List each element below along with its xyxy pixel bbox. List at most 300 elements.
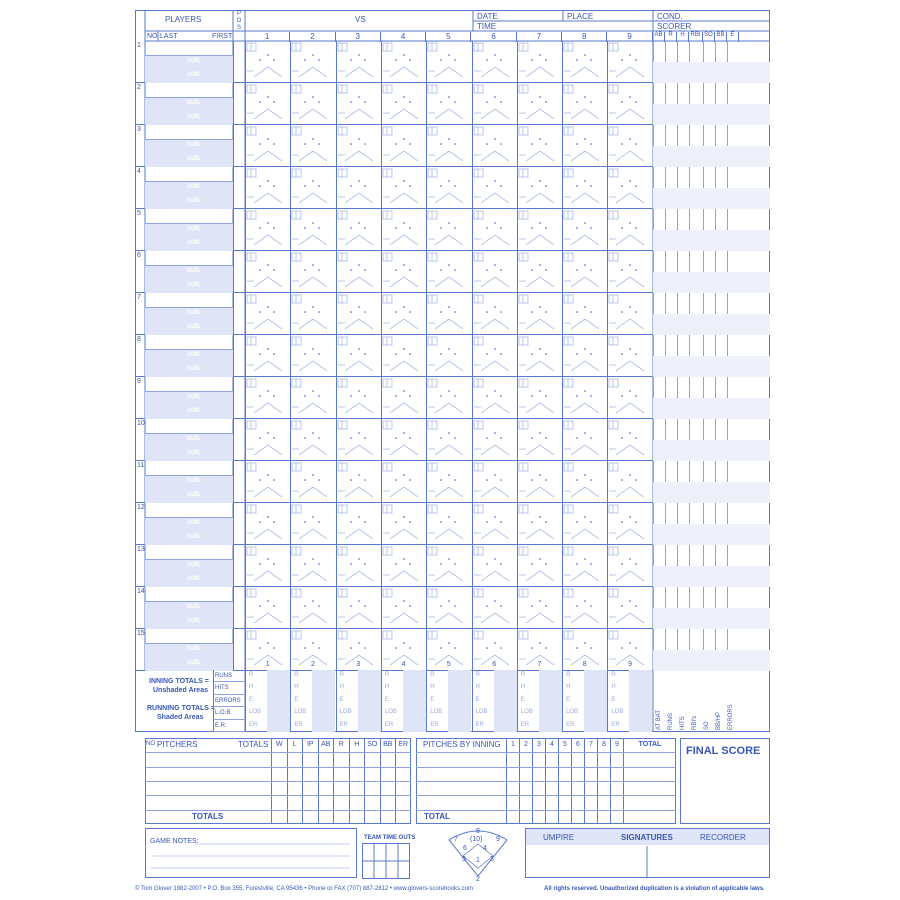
stat-shade bbox=[653, 104, 770, 125]
inning-box bbox=[381, 41, 426, 83]
team-time-outs-label: TEAM TIME OUTS bbox=[364, 835, 416, 841]
diamond-number: 1 bbox=[476, 857, 480, 864]
totals-cell-label: ER bbox=[430, 721, 439, 728]
inning-box bbox=[245, 83, 290, 125]
stat-shade bbox=[653, 440, 770, 461]
stat-shade bbox=[653, 356, 770, 377]
totals-cell-label: R bbox=[566, 672, 571, 678]
pitcher-row-line bbox=[145, 795, 411, 796]
stat-shade bbox=[653, 188, 770, 209]
stat-header: R bbox=[665, 32, 677, 42]
pitcher-stat-col: H bbox=[349, 738, 365, 824]
inning-box bbox=[290, 545, 335, 587]
place-header: PLACE bbox=[567, 12, 594, 21]
row-number: 10 bbox=[137, 420, 145, 427]
inning-header: 9 bbox=[607, 32, 652, 42]
inning-box bbox=[245, 377, 290, 419]
inning-box bbox=[562, 377, 607, 419]
totals-cell-label: ER bbox=[611, 721, 620, 728]
recorder-label: RECORDER bbox=[700, 833, 746, 842]
totals-cell-label: E bbox=[384, 696, 389, 703]
inning-box bbox=[607, 503, 652, 545]
inning-box bbox=[607, 209, 652, 251]
inning-box bbox=[336, 377, 381, 419]
inning-box bbox=[562, 209, 607, 251]
inning-box bbox=[562, 41, 607, 83]
inning-box bbox=[426, 125, 471, 167]
totals-cell-label: E bbox=[339, 696, 344, 703]
player-row bbox=[135, 335, 770, 377]
inning-header: 5 bbox=[426, 32, 471, 42]
inning-box bbox=[562, 251, 607, 293]
totals-row-label: RUNS bbox=[213, 670, 245, 682]
stat-shade bbox=[653, 398, 770, 419]
inning-box bbox=[426, 377, 471, 419]
inning-box bbox=[290, 251, 335, 293]
inning-box bbox=[336, 251, 381, 293]
pos-cell bbox=[233, 167, 245, 209]
pos-cell bbox=[233, 503, 245, 545]
pos-cell bbox=[233, 209, 245, 251]
inning-header: 7 bbox=[517, 32, 562, 42]
inning-box bbox=[517, 461, 562, 503]
inning-box bbox=[472, 41, 517, 83]
totals-inning-number: 1 bbox=[265, 661, 270, 668]
stat-shade bbox=[653, 524, 770, 545]
totals-cell-label: R bbox=[430, 672, 435, 678]
inning-box bbox=[517, 503, 562, 545]
pitcher-stat-col: AB bbox=[318, 738, 334, 824]
inning-box bbox=[517, 167, 562, 209]
inning-box bbox=[562, 83, 607, 125]
inning-box bbox=[381, 251, 426, 293]
inning-box bbox=[607, 167, 652, 209]
running-totals-title: RUNNING TOTALS = bbox=[147, 705, 215, 712]
inning-box bbox=[472, 293, 517, 335]
inning-box bbox=[517, 83, 562, 125]
pos-cell bbox=[233, 293, 245, 335]
totals-cell-label: LOB bbox=[475, 709, 488, 716]
totals-vertical-label: ERRORS bbox=[728, 704, 734, 730]
inning-box bbox=[290, 167, 335, 209]
player-row bbox=[135, 83, 770, 125]
row-number: 9 bbox=[137, 378, 141, 385]
inning-box bbox=[336, 293, 381, 335]
inning-box bbox=[562, 419, 607, 461]
inning-box bbox=[472, 335, 517, 377]
inning-box bbox=[290, 335, 335, 377]
diamond-number: 2 bbox=[476, 876, 480, 883]
inning-box bbox=[336, 125, 381, 167]
running-total-shade bbox=[629, 670, 652, 732]
signatures-label: SIGNATURES bbox=[621, 833, 673, 842]
player-row bbox=[135, 419, 770, 461]
totals-row-label: ERRORS bbox=[213, 695, 245, 707]
running-total-shade bbox=[494, 670, 517, 732]
inning-box bbox=[607, 419, 652, 461]
sub-label: SUB bbox=[187, 226, 200, 232]
pitcher-stat-col: ER bbox=[395, 738, 411, 824]
totals-cell-label: H bbox=[294, 684, 299, 691]
pitcher-stat-col: IP bbox=[302, 738, 318, 824]
totals-cell-label: H bbox=[430, 684, 435, 691]
inning-box bbox=[607, 125, 652, 167]
diamond-number: 5 bbox=[462, 856, 466, 863]
inning-box bbox=[562, 293, 607, 335]
pitches-inning-col: 6 bbox=[571, 738, 584, 824]
inning-header: 6 bbox=[472, 32, 517, 42]
totals-cell-label: R bbox=[249, 672, 254, 678]
sub-label: SUB bbox=[187, 114, 200, 120]
pos-cell bbox=[233, 377, 245, 419]
sub-label: SUB bbox=[187, 478, 200, 484]
inning-box bbox=[245, 419, 290, 461]
inning-box bbox=[517, 209, 562, 251]
pitches-by-inning-title: PITCHES BY INNING bbox=[423, 740, 501, 749]
totals-row-label: E.R. bbox=[213, 720, 245, 732]
inning-box bbox=[562, 167, 607, 209]
totals-cell-label: E bbox=[249, 696, 254, 703]
diamond-number: 4 bbox=[483, 845, 487, 852]
inning-header: 1 bbox=[245, 32, 290, 42]
stat-shade bbox=[653, 314, 770, 335]
totals-cell-label: LOB bbox=[249, 709, 262, 716]
inning-box bbox=[562, 545, 607, 587]
diamond-number: 8 bbox=[476, 828, 480, 835]
diamond-number: (10) bbox=[470, 836, 483, 843]
inning-box bbox=[426, 167, 471, 209]
totals-inning-number: 3 bbox=[356, 661, 361, 668]
diamond-number: 3 bbox=[490, 856, 494, 863]
pitcher-row-line bbox=[145, 810, 411, 811]
inning-header: 8 bbox=[562, 32, 607, 42]
pos-cell bbox=[233, 629, 245, 671]
pos-header: P O S bbox=[236, 11, 242, 31]
stat-shade bbox=[653, 482, 770, 503]
inning-box bbox=[607, 461, 652, 503]
sub-label: SUB bbox=[187, 268, 200, 274]
row-number: 13 bbox=[137, 546, 145, 553]
diamond-number: 6 bbox=[463, 845, 467, 852]
totals-cell-label: H bbox=[249, 684, 254, 691]
running-total-shade bbox=[267, 670, 290, 732]
diamond-number: 7 bbox=[454, 836, 458, 843]
date-header: DATE bbox=[477, 12, 498, 21]
player-row bbox=[135, 293, 770, 335]
sub-label: SUB bbox=[187, 100, 200, 106]
first-header: FIRST bbox=[212, 33, 233, 40]
sub-label: SUB bbox=[187, 156, 200, 162]
pitches-inning-col: 4 bbox=[545, 738, 558, 824]
inning-header: 2 bbox=[290, 32, 335, 42]
sub-label: SUB bbox=[187, 142, 200, 148]
pos-cell bbox=[233, 125, 245, 167]
sub-label: SUB bbox=[187, 198, 200, 204]
pitches-inning-col: 5 bbox=[558, 738, 571, 824]
row-number: 14 bbox=[137, 588, 145, 595]
inning-box bbox=[607, 587, 652, 629]
inning-box bbox=[245, 209, 290, 251]
sub-label: SUB bbox=[187, 282, 200, 288]
inning-box bbox=[426, 251, 471, 293]
inning-box bbox=[426, 419, 471, 461]
pos-cell bbox=[233, 587, 245, 629]
row-number: 7 bbox=[137, 294, 141, 301]
inning-headers bbox=[245, 31, 653, 41]
pitches-row-line bbox=[416, 810, 676, 811]
totals-cell-label: ER bbox=[566, 721, 575, 728]
sub-label: SUB bbox=[187, 576, 200, 582]
umpire-label: UMPIRE bbox=[543, 833, 575, 842]
totals-cell-label: R bbox=[339, 672, 344, 678]
inning-box bbox=[336, 209, 381, 251]
pitches-inning-col: 2 bbox=[519, 738, 532, 824]
sub-label: SUB bbox=[187, 562, 200, 568]
inning-box bbox=[336, 545, 381, 587]
inning-box bbox=[472, 209, 517, 251]
row-number: 3 bbox=[137, 126, 141, 133]
game-notes-lines bbox=[145, 828, 357, 878]
inning-box bbox=[472, 587, 517, 629]
inning-box bbox=[472, 419, 517, 461]
inning-box bbox=[472, 167, 517, 209]
inning-box bbox=[336, 83, 381, 125]
inning-box bbox=[290, 461, 335, 503]
stat-shade bbox=[653, 272, 770, 293]
inning-box bbox=[290, 587, 335, 629]
game-notes-label: GAME NOTES: bbox=[150, 838, 199, 845]
pos-cell bbox=[233, 41, 245, 83]
totals-cell-label: ER bbox=[294, 721, 303, 728]
inning-box bbox=[607, 377, 652, 419]
pitchers-totals-footer: TOTALS bbox=[192, 812, 224, 821]
totals-cell-label: H bbox=[475, 684, 480, 691]
inning-box bbox=[381, 419, 426, 461]
totals-labels bbox=[213, 670, 245, 732]
inning-box bbox=[426, 461, 471, 503]
sub-label: SUB bbox=[187, 660, 200, 666]
totals-cell-label: ER bbox=[520, 721, 530, 728]
vs-header: VS bbox=[355, 15, 366, 24]
inning-box bbox=[245, 461, 290, 503]
totals-cell-label: E bbox=[611, 696, 616, 703]
inning-box bbox=[381, 209, 426, 251]
cond-header: COND. bbox=[657, 12, 683, 21]
inning-box bbox=[245, 503, 290, 545]
stat-shade bbox=[653, 566, 770, 587]
pos-cell bbox=[233, 545, 245, 587]
totals-cell-label: ER bbox=[339, 721, 348, 728]
player-row bbox=[135, 251, 770, 293]
inning-box bbox=[381, 83, 426, 125]
pitcher-stat-col: BB bbox=[380, 738, 396, 824]
sub-label: SUB bbox=[187, 436, 200, 442]
pitcher-stat-col: R bbox=[333, 738, 349, 824]
inning-box bbox=[381, 377, 426, 419]
inning-box bbox=[607, 335, 652, 377]
inning-box bbox=[472, 251, 517, 293]
pitchers-title: PITCHERS bbox=[157, 740, 198, 749]
players-header: PLAYERS bbox=[165, 15, 202, 24]
no-header: NO bbox=[147, 33, 158, 40]
totals-inning-number: 5 bbox=[446, 661, 451, 668]
totals-row-label: HITS bbox=[213, 682, 245, 694]
totals-cell-label: E bbox=[566, 696, 571, 703]
sub-label: SUB bbox=[187, 618, 200, 624]
inning-box bbox=[517, 377, 562, 419]
row-number: 11 bbox=[137, 462, 145, 469]
inning-box bbox=[562, 587, 607, 629]
totals-cell-label: H bbox=[611, 684, 616, 691]
player-row bbox=[135, 209, 770, 251]
sub-label: SUB bbox=[187, 394, 200, 400]
inning-box bbox=[562, 503, 607, 545]
copyright-footer: © Tom Glover 1982-2007 • P.O. Box 355, Forestville, CA 95436 • Phone or FAX (707) 887-2812 • www.glovers-scorebooks.com bbox=[135, 886, 474, 892]
row-number: 1 bbox=[137, 42, 141, 49]
stat-shade bbox=[653, 608, 770, 629]
totals-vertical-labels bbox=[653, 670, 770, 732]
pitcher-row-line bbox=[145, 752, 411, 753]
inning-box bbox=[426, 587, 471, 629]
inning-totals-title: INNING TOTALS = bbox=[149, 678, 209, 685]
running-total-shade bbox=[448, 670, 471, 732]
inning-header: 3 bbox=[336, 32, 381, 42]
inning-box bbox=[381, 125, 426, 167]
pos-cell bbox=[233, 251, 245, 293]
inning-box bbox=[517, 125, 562, 167]
totals-cell-label: R bbox=[520, 672, 526, 678]
totals-cell-label: R bbox=[611, 672, 616, 678]
sub-label: SUB bbox=[187, 408, 200, 414]
totals-vertical-label: RUNS bbox=[668, 712, 674, 730]
inning-box bbox=[290, 41, 335, 83]
totals-cell-label: H bbox=[339, 684, 344, 691]
totals-inning-number: 6 bbox=[492, 661, 497, 668]
sub-label: SUB bbox=[187, 492, 200, 498]
rights-footer: All rights reserved. Unauthorized duplication is a violation of applicable laws. bbox=[544, 886, 765, 892]
inning-box bbox=[607, 293, 652, 335]
sub-label: SUB bbox=[187, 58, 200, 64]
inning-box bbox=[517, 41, 562, 83]
inning-box bbox=[562, 125, 607, 167]
row-number: 8 bbox=[137, 336, 141, 343]
stat-header: H bbox=[677, 32, 689, 42]
inning-box bbox=[607, 545, 652, 587]
inning-box bbox=[290, 83, 335, 125]
row-number: 4 bbox=[137, 168, 141, 175]
totals-cell-label: R bbox=[475, 672, 480, 678]
inning-box bbox=[426, 293, 471, 335]
inning-box bbox=[290, 419, 335, 461]
inning-box bbox=[290, 209, 335, 251]
pitches-inning-col: 9 bbox=[610, 738, 623, 824]
pitches-inning-col: 1 bbox=[506, 738, 519, 824]
running-total-shade bbox=[403, 670, 426, 732]
pitcher-stat-col: W bbox=[271, 738, 287, 824]
pitches-total-footer: TOTAL bbox=[424, 812, 450, 821]
totals-cell-label: E bbox=[520, 696, 525, 703]
totals-cell-label: H bbox=[384, 684, 390, 691]
inning-box bbox=[562, 461, 607, 503]
totals-cell-label: LOB bbox=[520, 709, 533, 716]
totals-vertical-label: HITS bbox=[680, 716, 686, 730]
totals-grid bbox=[245, 661, 653, 732]
totals-cell-label: LOB bbox=[611, 709, 624, 716]
totals-inning-number: 4 bbox=[401, 661, 406, 668]
inning-box bbox=[381, 293, 426, 335]
sub-label: SUB bbox=[187, 604, 200, 610]
totals-cell-label: E bbox=[430, 696, 435, 703]
pitches-row-line bbox=[416, 795, 676, 796]
sub-label: SUB bbox=[187, 324, 200, 330]
player-row bbox=[135, 587, 770, 629]
sub-label: SUB bbox=[187, 520, 200, 526]
pitches-inning-col: 8 bbox=[597, 738, 610, 824]
inning-box bbox=[336, 335, 381, 377]
inning-box bbox=[472, 125, 517, 167]
totals-cell-label: R bbox=[294, 672, 299, 678]
stat-headers bbox=[653, 31, 770, 41]
final-score-label: FINAL SCORE bbox=[686, 745, 761, 757]
totals-cell-label: ER bbox=[475, 721, 484, 728]
pos-cell bbox=[233, 335, 245, 377]
inning-box bbox=[472, 377, 517, 419]
running-total-shade bbox=[312, 670, 335, 732]
running-totals-subtitle: Shaded Areas bbox=[157, 714, 204, 721]
player-row bbox=[135, 461, 770, 503]
diamond-number: 9 bbox=[496, 836, 500, 843]
totals-row-label: L.O.B. bbox=[213, 707, 245, 719]
player-row bbox=[135, 545, 770, 587]
player-row bbox=[135, 377, 770, 419]
stat-shade bbox=[653, 146, 770, 167]
row-number: 2 bbox=[137, 84, 141, 91]
inning-box bbox=[336, 167, 381, 209]
inning-box bbox=[517, 587, 562, 629]
running-total-shade bbox=[539, 670, 562, 732]
diamond-position-numbers bbox=[443, 826, 513, 886]
totals-cell-label: LOB bbox=[384, 709, 397, 716]
inning-box bbox=[245, 125, 290, 167]
stat-shade bbox=[653, 650, 770, 671]
inning-box bbox=[245, 251, 290, 293]
inning-box bbox=[607, 41, 652, 83]
totals-cell-label: E bbox=[475, 696, 480, 703]
scorer-header: SCORER bbox=[657, 22, 692, 31]
inning-box bbox=[517, 419, 562, 461]
team-time-outs-grid bbox=[362, 843, 410, 879]
sub-label: SUB bbox=[187, 352, 200, 358]
inning-box bbox=[426, 545, 471, 587]
inning-box bbox=[336, 587, 381, 629]
totals-cell-label: LOB bbox=[430, 709, 443, 716]
row-number: 12 bbox=[137, 504, 145, 511]
totals-inning-number: 8 bbox=[582, 661, 587, 668]
pitcher-stat-headers bbox=[271, 738, 411, 750]
totals-cell-label: H bbox=[520, 684, 526, 691]
stat-header: E bbox=[727, 32, 739, 42]
inning-box bbox=[517, 335, 562, 377]
inning-box bbox=[336, 461, 381, 503]
inning-box bbox=[245, 335, 290, 377]
totals-inning-number: 2 bbox=[310, 661, 315, 668]
pitchers-no-header: NO bbox=[146, 741, 155, 747]
player-row bbox=[135, 125, 770, 167]
sub-label: SUB bbox=[187, 310, 200, 316]
stat-shade bbox=[653, 230, 770, 251]
inning-box bbox=[426, 83, 471, 125]
totals-vertical-label: SO bbox=[704, 721, 710, 730]
